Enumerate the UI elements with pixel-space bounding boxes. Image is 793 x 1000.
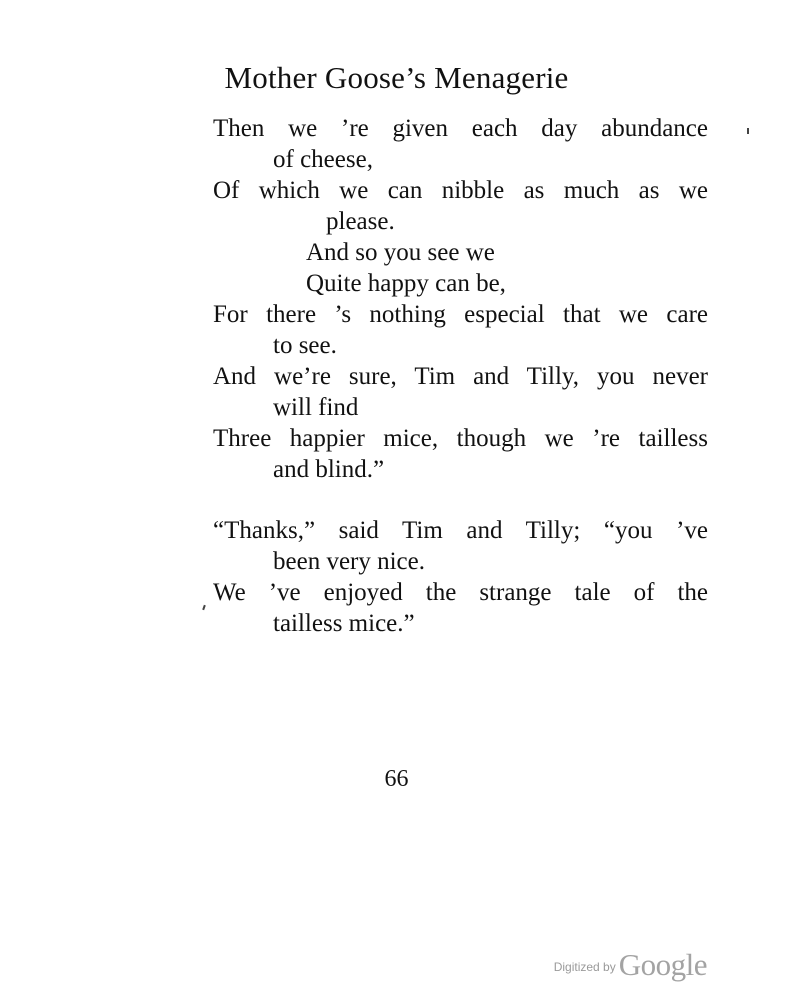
poem-line: Three happier mice, though we ’re tailless bbox=[213, 425, 708, 452]
poem-line: tailless mice.” bbox=[273, 610, 415, 637]
stanza-break bbox=[213, 485, 708, 515]
poem-line: been very nice. bbox=[273, 548, 426, 575]
poem-line: will find bbox=[273, 394, 359, 421]
digitized-watermark bbox=[554, 947, 707, 983]
poem-text bbox=[213, 113, 708, 639]
poem-line: “Thanks,” said Tim and Tilly; “you ’ve bbox=[213, 517, 708, 544]
poem-line: of cheese, bbox=[273, 146, 373, 173]
poem-line: And so you see we bbox=[306, 239, 495, 266]
poem-line: to see. bbox=[273, 332, 337, 359]
poem-line: For there ’s nothing especial that we care bbox=[213, 301, 708, 328]
scan-speck bbox=[747, 128, 749, 134]
scan-speck bbox=[202, 605, 206, 610]
poem-line: Quite happy can be, bbox=[306, 270, 506, 297]
watermark-prefix: Digitized by bbox=[553, 960, 616, 974]
page-title: Mother Goose’s Menagerie bbox=[224, 60, 569, 95]
poem-line: please. bbox=[326, 208, 395, 235]
poem-line: and blind.” bbox=[273, 456, 385, 483]
poem-line: Then we ’re given each day abundance bbox=[213, 115, 708, 142]
page-number: 66 bbox=[384, 766, 409, 792]
google-logo: Google bbox=[618, 947, 707, 982]
poem-line: Of which we can nibble as much as we bbox=[213, 177, 708, 204]
poem-line: And we’re sure, Tim and Tilly, you never bbox=[213, 363, 708, 390]
poem-line: We ’ve enjoyed the strange tale of the bbox=[213, 579, 708, 606]
